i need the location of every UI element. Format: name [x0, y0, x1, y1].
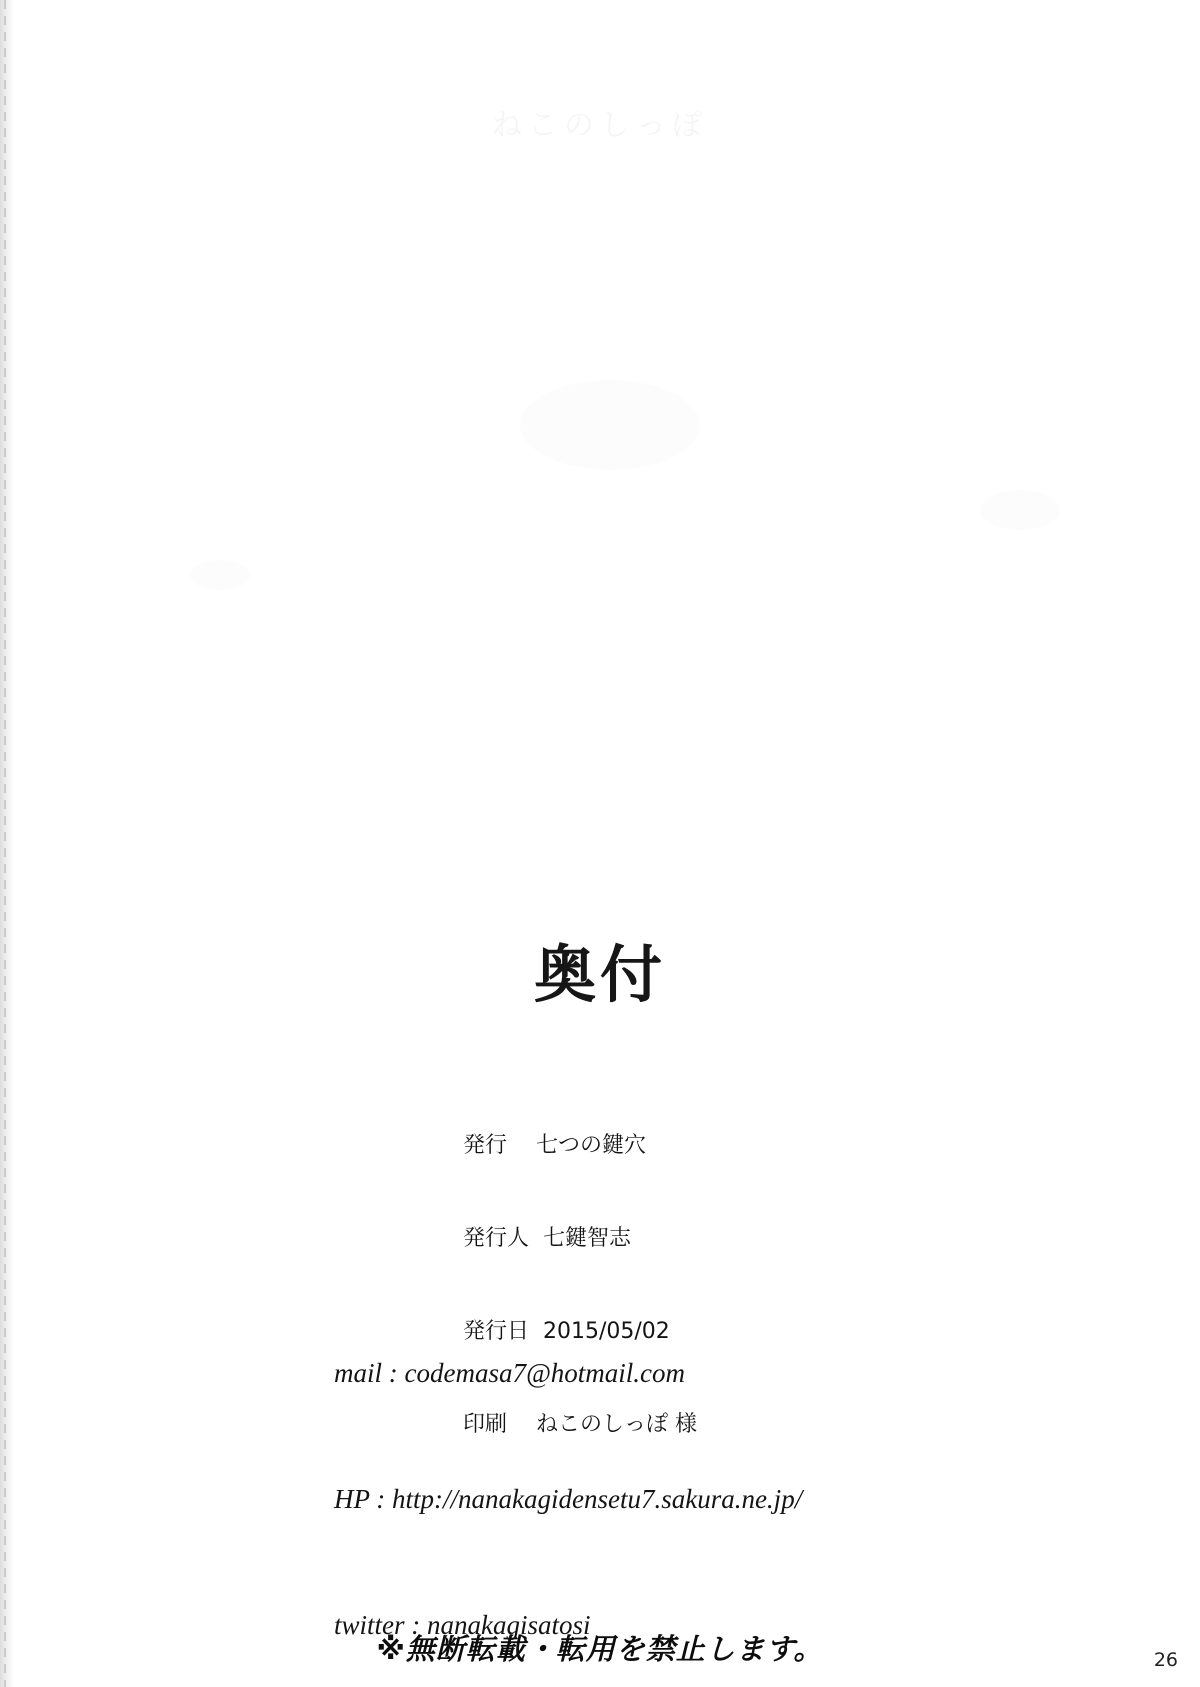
contact-line-mail: mail : codemasa7@hotmail.com: [334, 1358, 686, 1388]
imprint-line-author: 発行人 七鍵智志: [463, 1226, 631, 1251]
contact-line-twitter: twitter : nanakagisatosi: [334, 1610, 591, 1640]
contact-line-homepage: HP : http://nanakagidensetu7.sakura.ne.jp/: [334, 1484, 803, 1514]
faint-watermark-text: [0, 100, 1200, 144]
copyright-notice: ※無断転載・転用を禁止します。: [376, 1632, 824, 1666]
imprint-line-date: 発行日 2015/05/02: [463, 1319, 670, 1344]
page-number: 26: [1153, 1649, 1178, 1671]
scan-smudge-2: [190, 560, 250, 590]
imprint-line-printer: 印刷 ねこのしっぽ 様: [463, 1412, 697, 1437]
scan-smudge-1: [520, 380, 700, 470]
contact-block: [334, 1268, 802, 1687]
scan-edge-artifact: [0, 0, 14, 1687]
colophon-heading: 奥付: [533, 938, 666, 1011]
scan-smudge-3: [980, 490, 1060, 530]
imprint-line-publisher: 発行 七つの鍵穴: [463, 1133, 646, 1158]
